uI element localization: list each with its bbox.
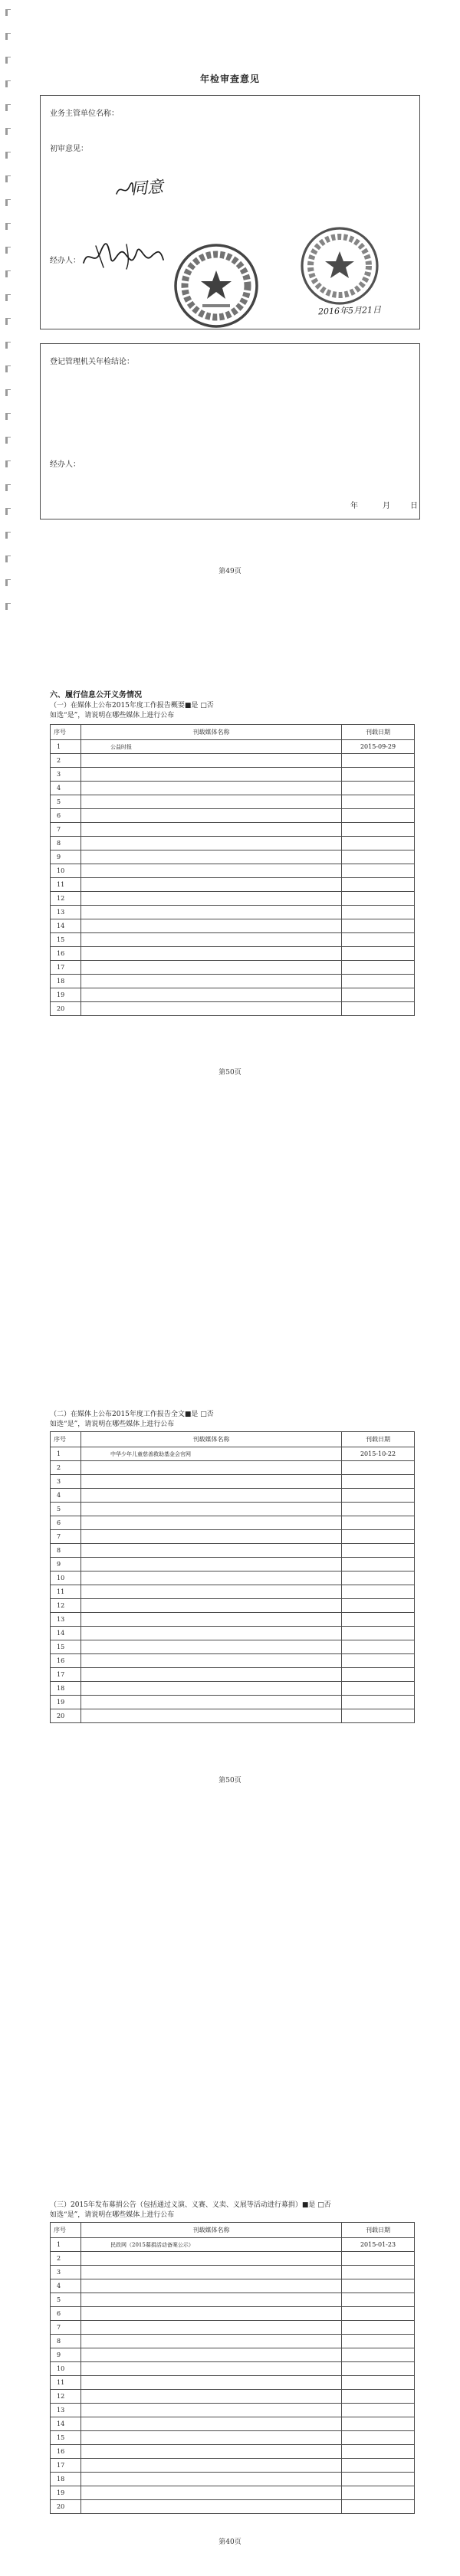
row-number-cell: 11 bbox=[51, 2376, 81, 2390]
table-row bbox=[51, 961, 415, 975]
publish-date-cell bbox=[342, 2279, 415, 2293]
question-note: 如选“是”，请说明在哪些媒体上进行公布 bbox=[50, 1421, 175, 1428]
publish-date-cell bbox=[342, 850, 415, 864]
media-name-cell bbox=[81, 1516, 342, 1530]
publish-date-cell bbox=[342, 1682, 415, 1696]
table-row bbox=[51, 1709, 415, 1723]
table-header-date: 刊载日期 bbox=[342, 1432, 415, 1447]
media-name-cell bbox=[81, 2335, 342, 2348]
page-title: 年检审查意见 bbox=[199, 74, 260, 84]
publish-date-cell bbox=[342, 2445, 415, 2459]
media-name-cell bbox=[81, 961, 342, 975]
table-header-date: 刊载日期 bbox=[342, 725, 415, 740]
row-number-cell: 6 bbox=[51, 809, 81, 823]
publish-date-cell bbox=[342, 2473, 415, 2486]
media-name-cell bbox=[81, 2279, 342, 2293]
row-number-cell: 13 bbox=[51, 2404, 81, 2417]
media-name-cell bbox=[81, 864, 342, 878]
table-row bbox=[51, 1530, 415, 1544]
publish-date-cell bbox=[342, 2376, 415, 2390]
row-number-cell: 8 bbox=[51, 2335, 81, 2348]
row-number-cell: 6 bbox=[51, 1516, 81, 1530]
media-name-cell bbox=[81, 768, 342, 782]
publish-date-cell bbox=[342, 1709, 415, 1723]
row-number-cell: 19 bbox=[51, 988, 81, 1002]
question-summary-published: （一）在媒体上公布2015年度工作报告概要■是 □否 bbox=[50, 702, 214, 710]
row-number-cell: 8 bbox=[51, 837, 81, 850]
publish-date-cell bbox=[342, 2459, 415, 2473]
media-name-cell bbox=[81, 809, 342, 823]
row-number-cell: 20 bbox=[51, 2500, 81, 2514]
table-row bbox=[51, 1627, 415, 1640]
handwritten-date: 2016年5月21日 bbox=[317, 304, 382, 317]
table-row bbox=[51, 2335, 415, 2348]
row-number-cell: 2 bbox=[51, 754, 81, 768]
media-name-cell bbox=[81, 2266, 342, 2279]
table-row bbox=[51, 864, 415, 878]
media-name-cell: 公益时报 bbox=[81, 740, 342, 754]
table-row bbox=[51, 947, 415, 961]
table-row bbox=[51, 1613, 415, 1627]
publish-date-cell bbox=[342, 919, 415, 933]
media-name-cell bbox=[81, 1503, 342, 1516]
row-number-cell: 3 bbox=[51, 2266, 81, 2279]
publish-date-cell bbox=[342, 2293, 415, 2307]
row-number-cell: 4 bbox=[51, 2279, 81, 2293]
media-name-cell bbox=[81, 947, 342, 961]
publish-date-cell bbox=[342, 1654, 415, 1668]
publish-date-cell bbox=[342, 1613, 415, 1627]
row-number-cell: 10 bbox=[51, 864, 81, 878]
table-header-media: 刊载媒体名称 bbox=[81, 2223, 342, 2238]
row-number-cell: 19 bbox=[51, 2486, 81, 2500]
media-name-cell bbox=[81, 1530, 342, 1544]
publish-date-cell bbox=[342, 782, 415, 795]
publish-date-cell bbox=[342, 988, 415, 1002]
publish-date-cell bbox=[342, 2390, 415, 2404]
table-row bbox=[51, 768, 415, 782]
media-name-cell bbox=[81, 2321, 342, 2335]
row-number-cell: 4 bbox=[51, 782, 81, 795]
media-name-cell bbox=[81, 823, 342, 837]
registration-conclusion-box bbox=[40, 343, 420, 519]
section-title: 六、履行信息公开义务情况 bbox=[50, 691, 142, 700]
date-day-label: 日 bbox=[410, 502, 418, 510]
row-number-cell: 13 bbox=[51, 906, 81, 919]
publish-date-cell bbox=[342, 795, 415, 809]
question-note: 如选“是”，请说明在哪些媒体上进行公布 bbox=[50, 712, 175, 719]
row-number-cell: 4 bbox=[51, 1489, 81, 1503]
row-number-cell: 7 bbox=[51, 823, 81, 837]
table-row bbox=[51, 2362, 415, 2376]
media-name-cell bbox=[81, 1571, 342, 1585]
table-row bbox=[51, 988, 415, 1002]
table-row bbox=[51, 1461, 415, 1475]
row-number-cell: 15 bbox=[51, 1640, 81, 1654]
publish-date-cell bbox=[342, 892, 415, 906]
media-table-summary bbox=[50, 724, 415, 1016]
media-name-cell bbox=[81, 1613, 342, 1627]
row-number-cell: 9 bbox=[51, 1558, 81, 1571]
table-row bbox=[51, 1489, 415, 1503]
row-number-cell: 8 bbox=[51, 1544, 81, 1558]
media-name-cell bbox=[81, 892, 342, 906]
table-row bbox=[51, 878, 415, 892]
publish-date-cell bbox=[342, 1489, 415, 1503]
media-name-cell bbox=[81, 2362, 342, 2376]
publish-date-cell bbox=[342, 1627, 415, 1640]
publish-date-cell bbox=[342, 1668, 415, 1682]
table-row bbox=[51, 1696, 415, 1709]
publish-date-cell bbox=[342, 768, 415, 782]
row-number-cell: 14 bbox=[51, 2417, 81, 2431]
media-name-cell bbox=[81, 1599, 342, 1613]
media-name-cell bbox=[81, 2431, 342, 2445]
media-name-cell bbox=[81, 2404, 342, 2417]
publish-date-cell bbox=[342, 1571, 415, 1585]
media-name-cell bbox=[81, 782, 342, 795]
row-number-cell: 14 bbox=[51, 919, 81, 933]
media-name-cell bbox=[81, 1654, 342, 1668]
table-row bbox=[51, 850, 415, 864]
table-row bbox=[51, 2486, 415, 2500]
handler-signature bbox=[80, 240, 166, 272]
row-number-cell: 17 bbox=[51, 2459, 81, 2473]
publish-date-cell bbox=[342, 961, 415, 975]
table-row bbox=[51, 1599, 415, 1613]
publish-date-cell bbox=[342, 1530, 415, 1544]
row-number-cell: 10 bbox=[51, 1571, 81, 1585]
table-row bbox=[51, 2390, 415, 2404]
publish-date-cell bbox=[342, 2252, 415, 2266]
media-name-cell bbox=[81, 2417, 342, 2431]
table-row bbox=[51, 1447, 415, 1461]
row-number-cell: 12 bbox=[51, 2390, 81, 2404]
publish-date-cell bbox=[342, 933, 415, 947]
table-row bbox=[51, 823, 415, 837]
table-row bbox=[51, 1544, 415, 1558]
table-row bbox=[51, 2307, 415, 2321]
table-row bbox=[51, 1475, 415, 1489]
table-row bbox=[51, 2459, 415, 2473]
media-name-cell bbox=[81, 1002, 342, 1016]
row-number-cell: 11 bbox=[51, 1585, 81, 1599]
handwritten-flourish bbox=[114, 180, 134, 200]
publish-date-cell bbox=[342, 1516, 415, 1530]
publish-date-cell: 2015-09-29 bbox=[342, 740, 415, 754]
table-header-row bbox=[51, 725, 415, 740]
table-row bbox=[51, 1682, 415, 1696]
publish-date-cell bbox=[342, 947, 415, 961]
media-name-cell bbox=[81, 754, 342, 768]
table-row bbox=[51, 2238, 415, 2252]
registration-seal bbox=[300, 226, 380, 306]
table-row bbox=[51, 782, 415, 795]
media-name-cell bbox=[81, 919, 342, 933]
media-name-cell bbox=[81, 2348, 342, 2362]
row-number-cell: 17 bbox=[51, 1668, 81, 1682]
table-row bbox=[51, 809, 415, 823]
table-row bbox=[51, 2279, 415, 2293]
table-row bbox=[51, 2376, 415, 2390]
table-row bbox=[51, 1585, 415, 1599]
media-name-cell bbox=[81, 906, 342, 919]
table-row bbox=[51, 1002, 415, 1016]
publish-date-cell bbox=[342, 1696, 415, 1709]
media-name-cell bbox=[81, 1585, 342, 1599]
publish-date-cell: 2015-10-22 bbox=[342, 1447, 415, 1461]
row-number-cell: 9 bbox=[51, 850, 81, 864]
row-number-cell: 6 bbox=[51, 2307, 81, 2321]
date-year-label: 年 bbox=[350, 502, 358, 510]
page-number: 第50页 bbox=[219, 1777, 242, 1785]
row-number-cell: 10 bbox=[51, 2362, 81, 2376]
table-row bbox=[51, 2293, 415, 2307]
table-row bbox=[51, 2404, 415, 2417]
row-number-cell: 1 bbox=[51, 740, 81, 754]
row-number-cell: 14 bbox=[51, 1627, 81, 1640]
media-name-cell bbox=[81, 2307, 342, 2321]
preliminary-opinion-label: 初审意见： bbox=[50, 145, 88, 153]
media-name-cell bbox=[81, 1489, 342, 1503]
media-name-cell bbox=[81, 1696, 342, 1709]
publish-date-cell bbox=[342, 864, 415, 878]
row-number-cell: 12 bbox=[51, 1599, 81, 1613]
row-number-cell: 12 bbox=[51, 892, 81, 906]
table-row bbox=[51, 2321, 415, 2335]
page-number: 第50页 bbox=[219, 1069, 242, 1077]
table-header-index: 序号 bbox=[51, 1432, 81, 1447]
seal-star bbox=[201, 270, 232, 299]
media-name-cell bbox=[81, 1627, 342, 1640]
media-table-fundraising bbox=[50, 2222, 415, 2514]
table-header-row bbox=[51, 2223, 415, 2238]
row-number-cell: 3 bbox=[51, 1475, 81, 1489]
table-row bbox=[51, 740, 415, 754]
row-number-cell: 2 bbox=[51, 2252, 81, 2266]
row-number-cell: 5 bbox=[51, 1503, 81, 1516]
media-name-cell bbox=[81, 975, 342, 988]
publish-date-cell bbox=[342, 1544, 415, 1558]
publish-date-cell bbox=[342, 1475, 415, 1489]
publish-date-cell bbox=[342, 1503, 415, 1516]
media-name-cell bbox=[81, 878, 342, 892]
handwritten-opinion: 同意 bbox=[130, 177, 164, 198]
table-row bbox=[51, 1571, 415, 1585]
publish-date-cell bbox=[342, 754, 415, 768]
row-number-cell: 2 bbox=[51, 1461, 81, 1475]
media-name-cell bbox=[81, 795, 342, 809]
publish-date-cell bbox=[342, 878, 415, 892]
media-table-full-report bbox=[50, 1431, 415, 1723]
handler-label: 经办人： bbox=[50, 257, 80, 265]
table-row bbox=[51, 2431, 415, 2445]
row-number-cell: 15 bbox=[51, 933, 81, 947]
table-row bbox=[51, 2500, 415, 2514]
binding-ticks bbox=[5, 9, 11, 615]
table-row bbox=[51, 1654, 415, 1668]
media-name-cell bbox=[81, 1558, 342, 1571]
registration-conclusion-label: 登记管理机关年检结论： bbox=[50, 358, 134, 366]
media-name-cell bbox=[81, 2500, 342, 2514]
media-name-cell: 民政网（2015募捐活动备案公示） bbox=[81, 2238, 342, 2252]
table-row bbox=[51, 2445, 415, 2459]
table-row bbox=[51, 975, 415, 988]
publish-date-cell bbox=[342, 1461, 415, 1475]
media-name-cell bbox=[81, 988, 342, 1002]
media-name-cell bbox=[81, 1640, 342, 1654]
row-number-cell: 1 bbox=[51, 2238, 81, 2252]
media-name-cell bbox=[81, 2445, 342, 2459]
media-name-cell bbox=[81, 1668, 342, 1682]
row-number-cell: 5 bbox=[51, 795, 81, 809]
page-number: 第40页 bbox=[219, 2538, 242, 2546]
row-number-cell: 7 bbox=[51, 2321, 81, 2335]
preliminary-review-box bbox=[40, 95, 420, 329]
table-row bbox=[51, 1668, 415, 1682]
table-row bbox=[51, 906, 415, 919]
supervisor-unit-label: 业务主管单位名称： bbox=[50, 110, 119, 118]
table-row bbox=[51, 1516, 415, 1530]
publish-date-cell bbox=[342, 1640, 415, 1654]
table-header-index: 序号 bbox=[51, 725, 81, 740]
publish-date-cell bbox=[342, 2335, 415, 2348]
row-number-cell: 16 bbox=[51, 2445, 81, 2459]
publish-date-cell bbox=[342, 2348, 415, 2362]
row-number-cell: 7 bbox=[51, 1530, 81, 1544]
publish-date-cell bbox=[342, 1558, 415, 1571]
media-name-cell bbox=[81, 1544, 342, 1558]
publish-date-cell bbox=[342, 2404, 415, 2417]
row-number-cell: 13 bbox=[51, 1613, 81, 1627]
media-name-cell bbox=[81, 2486, 342, 2500]
publish-date-cell bbox=[342, 2362, 415, 2376]
row-number-cell: 18 bbox=[51, 2473, 81, 2486]
table-row bbox=[51, 933, 415, 947]
row-number-cell: 18 bbox=[51, 975, 81, 988]
table-row bbox=[51, 892, 415, 906]
seal-star bbox=[325, 251, 354, 278]
media-name-cell bbox=[81, 2376, 342, 2390]
table-header-media: 刊载媒体名称 bbox=[81, 725, 342, 740]
media-name-cell bbox=[81, 837, 342, 850]
row-number-cell: 3 bbox=[51, 768, 81, 782]
registration-handler-label: 经办人： bbox=[50, 460, 80, 469]
row-number-cell: 17 bbox=[51, 961, 81, 975]
publish-date-cell bbox=[342, 1002, 415, 1016]
publish-date-cell bbox=[342, 2486, 415, 2500]
table-row bbox=[51, 1640, 415, 1654]
table-header-row bbox=[51, 1432, 415, 1447]
table-row bbox=[51, 2348, 415, 2362]
publish-date-cell bbox=[342, 2321, 415, 2335]
publish-date-cell bbox=[342, 837, 415, 850]
publish-date-cell bbox=[342, 2266, 415, 2279]
media-name-cell bbox=[81, 2293, 342, 2307]
row-number-cell: 20 bbox=[51, 1002, 81, 1016]
publish-date-cell bbox=[342, 1585, 415, 1599]
table-header-media: 刊载媒体名称 bbox=[81, 1432, 342, 1447]
table-header-index: 序号 bbox=[51, 2223, 81, 2238]
table-row bbox=[51, 837, 415, 850]
media-name-cell bbox=[81, 1461, 342, 1475]
table-row bbox=[51, 754, 415, 768]
row-number-cell: 11 bbox=[51, 878, 81, 892]
media-name-cell bbox=[81, 2459, 342, 2473]
publish-date-cell bbox=[342, 2431, 415, 2445]
table-row bbox=[51, 2473, 415, 2486]
table-row bbox=[51, 2417, 415, 2431]
media-name-cell bbox=[81, 2252, 342, 2266]
publish-date-cell bbox=[342, 906, 415, 919]
media-name-cell bbox=[81, 2390, 342, 2404]
publish-date-cell bbox=[342, 975, 415, 988]
media-name-cell: 中华少年儿童慈善救助基金会官网 bbox=[81, 1447, 342, 1461]
publish-date-cell bbox=[342, 809, 415, 823]
table-row bbox=[51, 2252, 415, 2266]
table-row bbox=[51, 919, 415, 933]
publish-date-cell: 2015-01-23 bbox=[342, 2238, 415, 2252]
row-number-cell: 1 bbox=[51, 1447, 81, 1461]
publish-date-cell bbox=[342, 2307, 415, 2321]
row-number-cell: 18 bbox=[51, 1682, 81, 1696]
table-row bbox=[51, 1503, 415, 1516]
page-number: 第49页 bbox=[219, 568, 242, 575]
media-name-cell bbox=[81, 1682, 342, 1696]
table-row bbox=[51, 2266, 415, 2279]
media-name-cell bbox=[81, 933, 342, 947]
question-full-report-published: （二）在媒体上公布2015年度工作报告全文■是 □否 bbox=[50, 1411, 214, 1418]
table-row bbox=[51, 1558, 415, 1571]
publish-date-cell bbox=[342, 1599, 415, 1613]
question-note: 如选“是”，请说明在哪些媒体上进行公布 bbox=[50, 2211, 175, 2219]
question-fundraising-announcement: （三）2015年发布募捐公告（包括通过义演、义赛、义卖、义展等活动进行募捐）■是 □否 bbox=[50, 2201, 331, 2209]
media-name-cell bbox=[81, 1475, 342, 1489]
media-name-cell bbox=[81, 850, 342, 864]
publish-date-cell bbox=[342, 2500, 415, 2514]
row-number-cell: 9 bbox=[51, 2348, 81, 2362]
publish-date-cell bbox=[342, 2417, 415, 2431]
row-number-cell: 5 bbox=[51, 2293, 81, 2307]
media-name-cell bbox=[81, 2473, 342, 2486]
date-month-label: 月 bbox=[383, 502, 390, 510]
table-header-date: 刊载日期 bbox=[342, 2223, 415, 2238]
row-number-cell: 16 bbox=[51, 1654, 81, 1668]
row-number-cell: 20 bbox=[51, 1709, 81, 1723]
publish-date-cell bbox=[342, 823, 415, 837]
media-name-cell bbox=[81, 1709, 342, 1723]
row-number-cell: 16 bbox=[51, 947, 81, 961]
row-number-cell: 15 bbox=[51, 2431, 81, 2445]
row-number-cell: 19 bbox=[51, 1696, 81, 1709]
official-seal bbox=[173, 243, 259, 329]
table-row bbox=[51, 795, 415, 809]
